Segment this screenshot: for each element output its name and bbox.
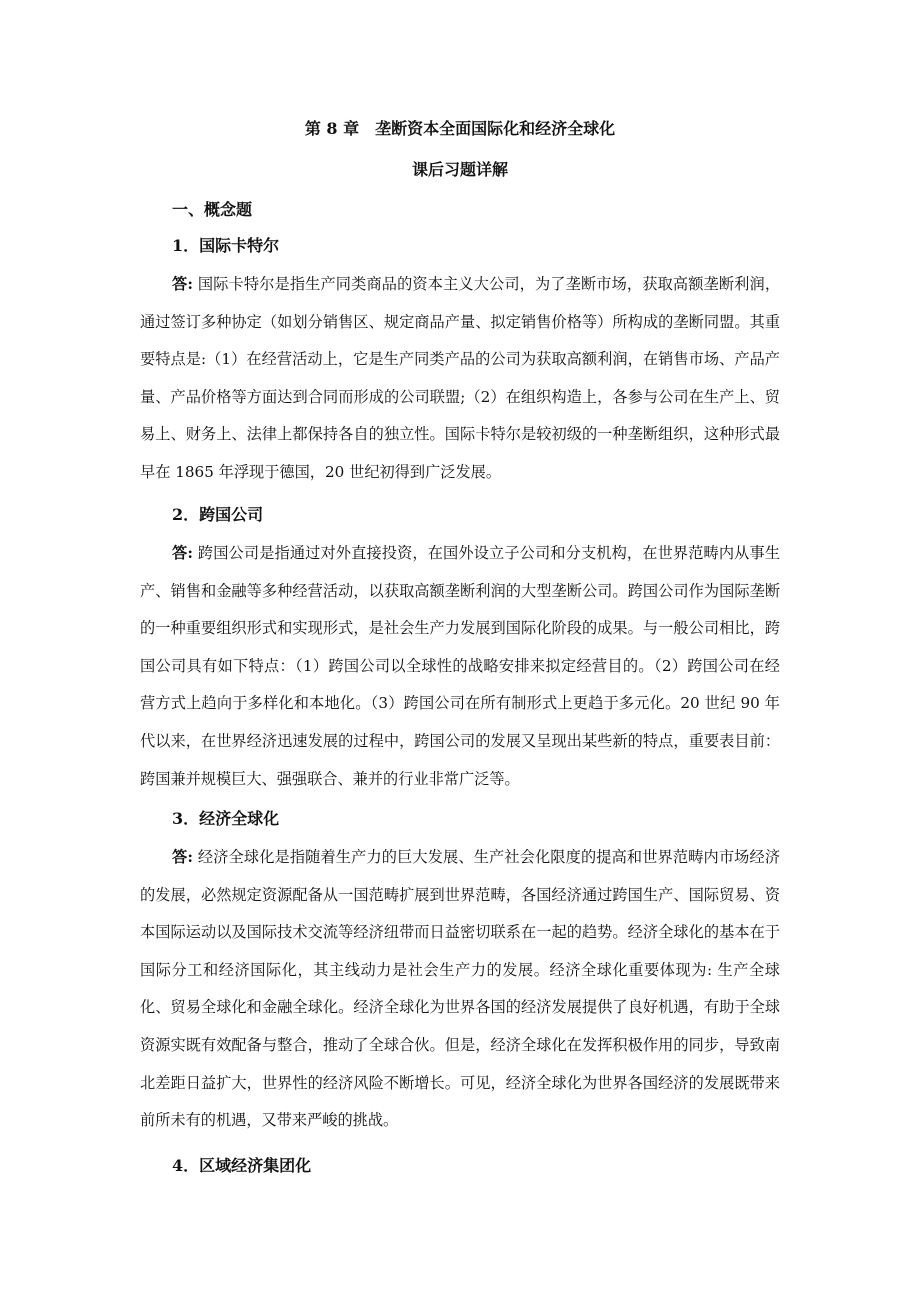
- answer-text: 国际卡特尔是指生产同类商品的资本主义大公司，为了垄断市场，获取高额垄断利润，通过签订多种协定（如划分销售区、规定商品产量、拟定销售价格等）所构成的垄断同盟。其重要特点是:（1）在经营活动上，它是生产同类产品的公司为获取高额利润，在销售市场、产品产量、产品价格等方面达到合同而形成的公司联盟;（2）在组织构造上，各参与公司在生产上、贸易上、财务上、法律上都保持各自的独立性。国际卡特尔是较初级的一种垄断组织，这种形式最早在 1865 年浮现于德国，20 世纪初得到广泛发展。: [140, 275, 781, 481]
- answer-label: 答:: [172, 544, 193, 562]
- item-heading-3: 3．经济全球化: [172, 809, 280, 828]
- item-heading-1: 1．国际卡特尔: [172, 236, 280, 255]
- item-answer-2: [140, 535, 780, 798]
- page-subtitle: 课后习题详解: [411, 160, 508, 179]
- answer-label: 答:: [172, 275, 193, 293]
- item-answer-1: [140, 266, 780, 492]
- answer-label: 答:: [172, 848, 193, 866]
- item-heading-4: 4．区域经济集团化: [172, 1156, 312, 1175]
- section-heading: 一、概念题: [172, 200, 253, 219]
- answer-text: 经济全球化是指随着生产力的巨大发展、生产社会化限度的提高和世界范畴内市场经济的发展，必然规定资源配备从一国范畴扩展到世界范畴，各国经济通过跨国生产、国际贸易、资本国际运动以及国际技术交流等经济纽带而日益密切联系在一起的趋势。经济全球化的基本在于国际分工和经济国际化，其主线动力是社会生产力的发展。经济全球化重要体现为: 生产全球化、贸易全球化和金融全球化。经济全球化为世界各国的经济发展提供了良好机遇，有助于全球资源实既有效配备与整合，推动了全球合伙。但是，经济全球化在发挥积极作用的同步，导致南北差距日益扩大，世界性的经济风险不断增长。可见，经济全球化为世界各国经济的发展既带来前所未有的机遇，又带来严峻的挑战。: [140, 848, 781, 1130]
- answer-text: 跨国公司是指通过对外直接投资，在国外设立子公司和分支机构，在世界范畴内从事生产、销售和金融等多种经营活动，以获取高额垄断利润的大型垄断公司。跨国公司作为国际垄断的一种重要组织形式和实现形式，是社会生产力发展到国际化阶段的成果。与一般公司相比，跨国公司具有如下特点：（1）跨国公司以全球性的战略安排来拟定经营目的。（2）跨国公司在经营方式上趋向于多样化和本地化。（3）跨国公司在所有制形式上更趋于多元化。20 世纪 90 年代以来，在世界经济迅速发展的过程中，跨国公司的发展又呈现出某些新的特点，重要表目前：跨国兼并规模巨大、强强联合、兼并的行业非常广泛等。: [140, 544, 781, 788]
- item-answer-3: [140, 839, 780, 1140]
- chapter-title: 第 8 章 垄断资本全面国际化和经济全球化: [304, 119, 616, 138]
- item-heading-2: 2．跨国公司: [172, 505, 264, 524]
